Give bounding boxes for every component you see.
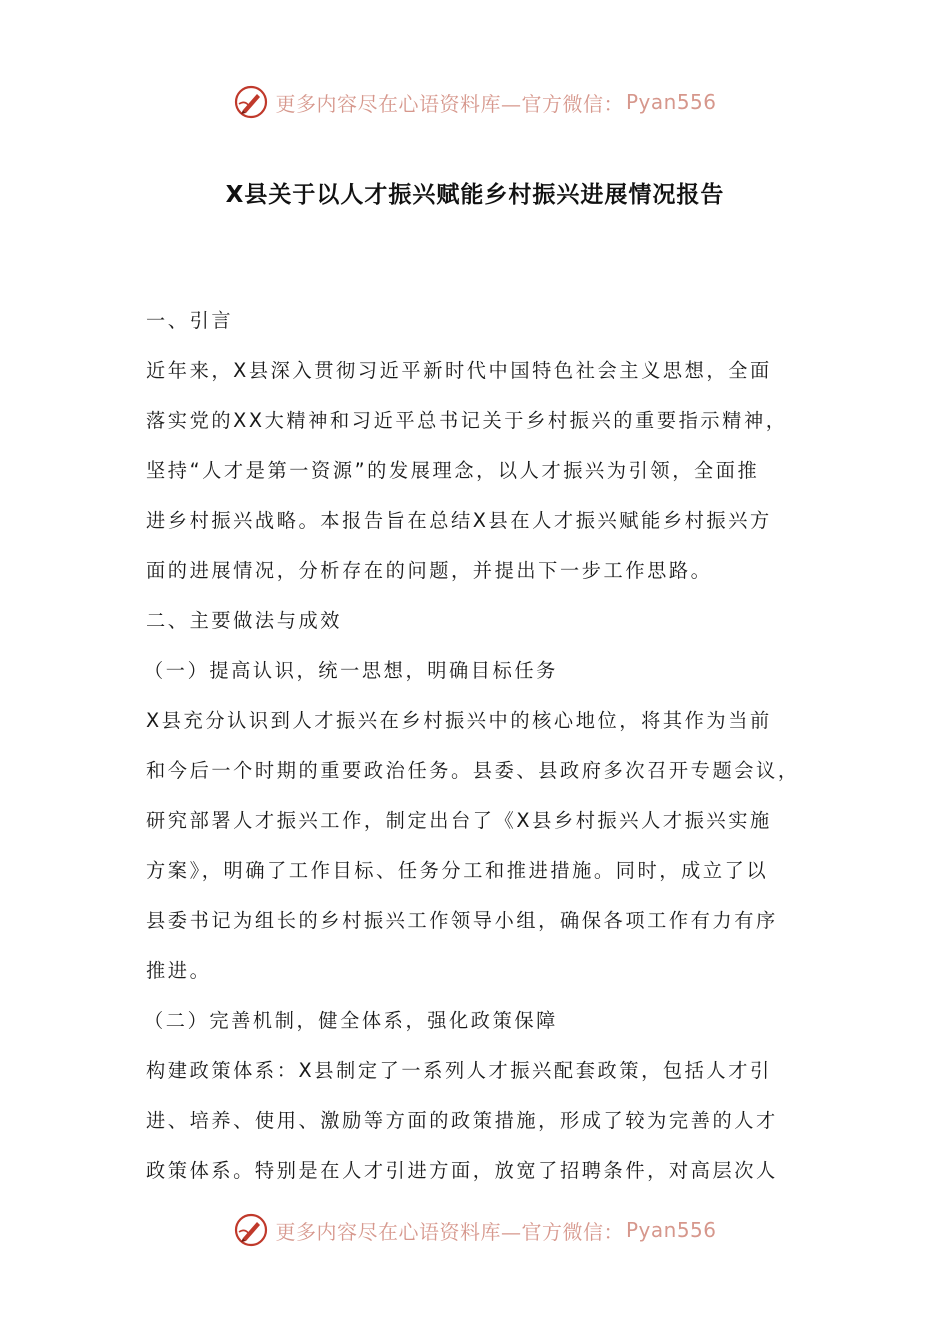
body-line: 和今后一个时期的重要政治任务。县委、县政府多次召开专题会议， — [146, 759, 800, 782]
body-line: 研究部署人才振兴工作，制定出台了《X县乡村振兴人才振兴实施 — [146, 809, 772, 832]
subsection-heading: （二）完善机制，健全体系，强化政策保障 — [144, 1009, 558, 1032]
body-line: 落实党的XX大精神和习近平总书记关于乡村振兴的重要指示精神， — [146, 409, 788, 432]
watermark-header — [0, 82, 950, 122]
body-line: 方案》，明确了工作目标、任务分工和推进措施。同时，成立了以 — [146, 859, 769, 882]
document-title: X县关于以人才振兴赋能乡村振兴进展情况报告 — [225, 182, 725, 208]
body-line: 进乡村振兴战略。本报告旨在总结X县在人才振兴赋能乡村振兴方 — [146, 509, 772, 532]
watermark-wechat-id: Pyan556 — [625, 1218, 717, 1242]
body-line: 政策体系。特别是在人才引进方面，放宽了招聘条件，对高层次人 — [146, 1159, 778, 1182]
section-heading: 一、引言 — [146, 309, 234, 332]
body-line: 推进。 — [146, 959, 212, 982]
body-line: 构建政策体系：X县制定了一系列人才振兴配套政策，包括人才引 — [146, 1059, 772, 1082]
body-line: 坚持“人才是第一资源”的发展理念，以人才振兴为引领，全面推 — [146, 459, 760, 482]
watermark-text: 更多内容尽在心语资料库—官方微信： — [275, 91, 624, 116]
section-heading: 二、主要做法与成效 — [146, 609, 343, 632]
document-body — [146, 296, 816, 1196]
watermark-footer — [0, 1210, 950, 1250]
pen-logo-icon — [233, 1212, 269, 1248]
subsection-heading: （一）提高认识，统一思想，明确目标任务 — [144, 659, 558, 682]
body-line: 近年来，X县深入贯彻习近平新时代中国特色社会主义思想，全面 — [146, 359, 772, 382]
body-line: 面的进展情况，分析存在的问题，并提出下一步工作思路。 — [146, 559, 713, 582]
body-line: 县委书记为组长的乡村振兴工作领导小组，确保各项工作有力有序 — [146, 909, 778, 932]
watermark-wechat-id: Pyan556 — [625, 90, 717, 114]
body-line: 进、培养、使用、激励等方面的政策措施，形成了较为完善的人才 — [146, 1109, 778, 1132]
watermark-text: 更多内容尽在心语资料库—官方微信： — [275, 1219, 624, 1244]
pen-logo-icon — [233, 84, 269, 120]
body-line: X县充分认识到人才振兴在乡村振兴中的核心地位，将其作为当前 — [146, 709, 772, 732]
